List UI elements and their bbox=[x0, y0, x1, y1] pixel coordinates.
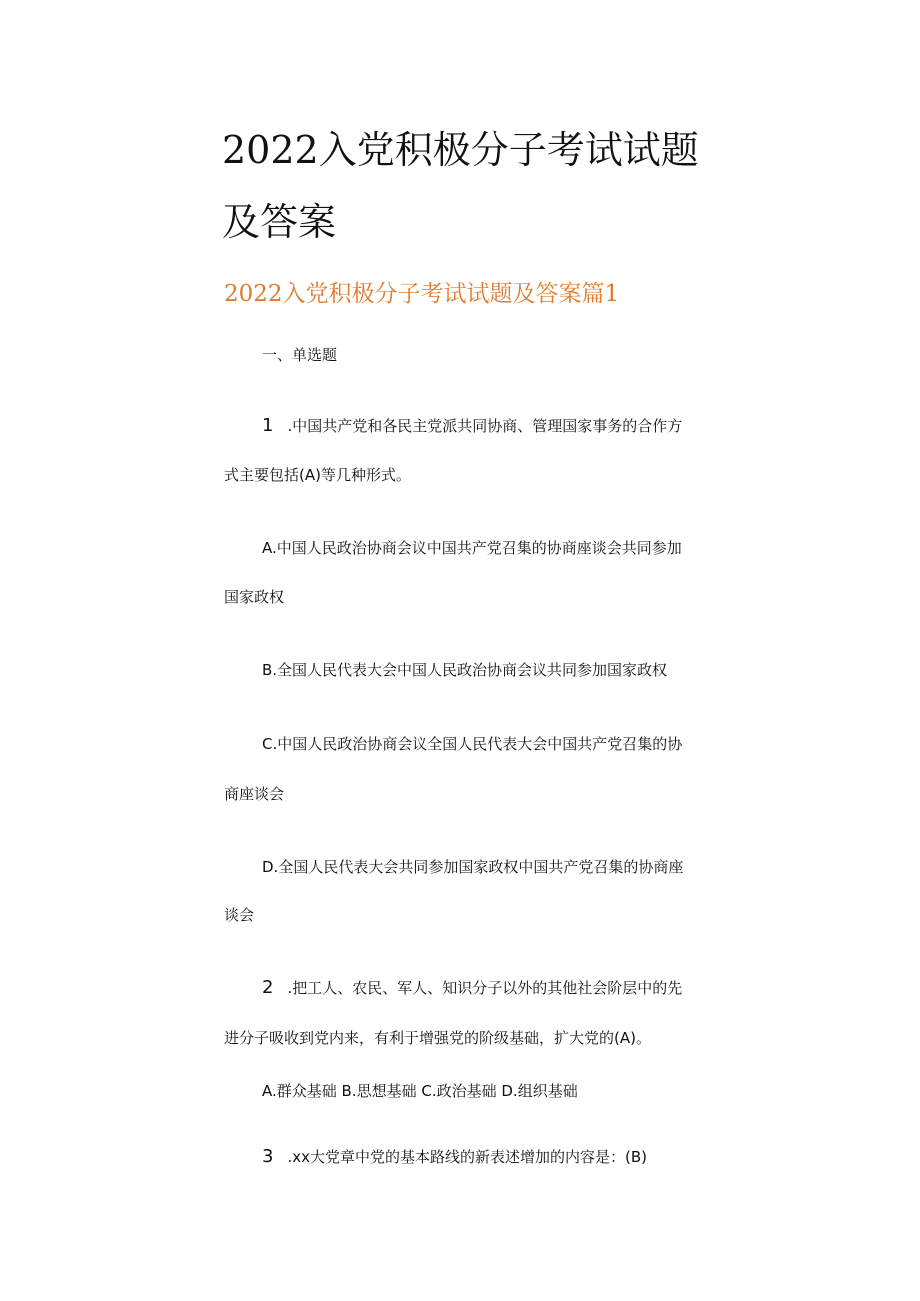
question-1-option-d-line-2: 谈会 bbox=[224, 906, 255, 924]
question-3-text: .xx大党章中党的基本路线的新表述增加的内容是：(B) bbox=[287, 1148, 647, 1166]
question-3-line-1 bbox=[262, 1147, 647, 1167]
question-1-option-a-line-1: A.中国人民政治协商会议中国共产党召集的协商座谈会共同参加 bbox=[262, 539, 682, 557]
question-3-number: 3 bbox=[262, 1146, 274, 1167]
document-title-line-1: 2022入党积极分子考试试题 bbox=[222, 128, 699, 172]
question-1-option-d-line-1: D.全国人民代表大会共同参加国家政权中国共产党召集的协商座 bbox=[262, 858, 684, 876]
question-2-line-2: 进分子吸收到党内来，有利于增强党的阶级基础，扩大党的(A)。 bbox=[224, 1029, 651, 1047]
question-2-number: 2 bbox=[262, 977, 274, 998]
document-title-line-2: 及答案 bbox=[222, 200, 337, 244]
question-1-number: 1 bbox=[262, 415, 274, 436]
section-heading: 一、单选题 bbox=[262, 346, 338, 364]
document-subtitle: 2022入党积极分子考试试题及答案篇1 bbox=[224, 281, 620, 307]
question-2-text: .把工人、农民、军人、知识分子以外的其他社会阶层中的先 bbox=[287, 979, 683, 997]
question-1-option-c-line-2: 商座谈会 bbox=[224, 785, 285, 803]
question-2-line-1 bbox=[262, 978, 682, 998]
question-1-option-b: B.全国人民代表大会中国人民政治协商会议共同参加国家政权 bbox=[262, 661, 668, 679]
question-2-options: A.群众基础 B.思想基础 C.政治基础 D.组织基础 bbox=[262, 1082, 578, 1100]
question-1-option-c-line-1: C.中国人民政治协商会议全国人民代表大会中国共产党召集的协 bbox=[262, 735, 683, 753]
question-1-line-2: 式主要包括(A)等几种形式。 bbox=[224, 466, 411, 484]
question-1-line-1 bbox=[262, 416, 682, 436]
question-1-option-a-line-2: 国家政权 bbox=[224, 588, 285, 606]
question-1-text: .中国共产党和各民主党派共同协商、管理国家事务的合作方 bbox=[287, 417, 683, 435]
